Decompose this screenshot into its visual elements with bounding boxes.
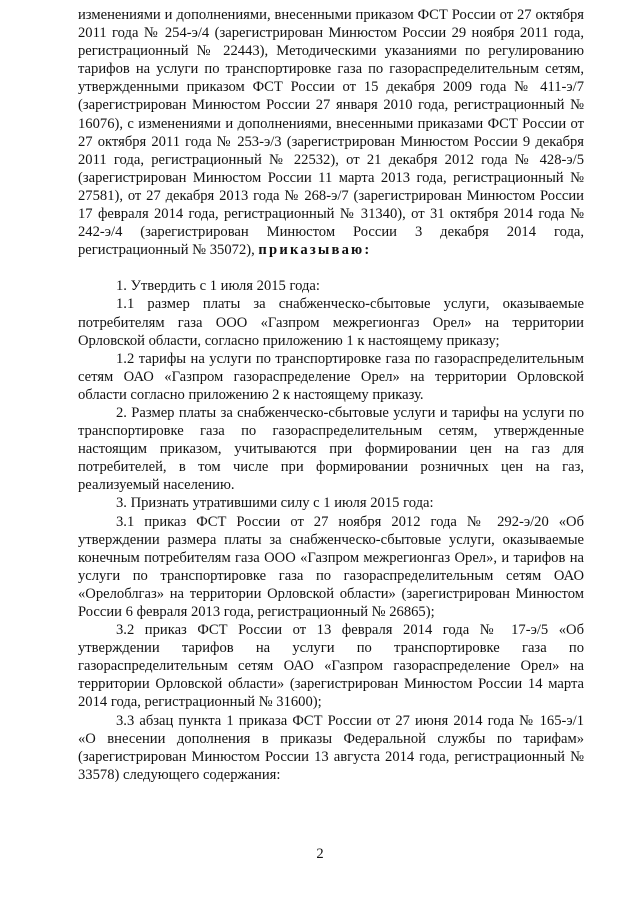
order-word: приказываю:	[258, 242, 372, 259]
document-body	[78, 6, 584, 784]
item-1-2: 1.2 тарифы на услуги по транспортировке газа по газораспределительным сетям ОАО «Газпром газораспределение Орел» на территории Орловской области согласно приложению 2 к настоящему приказу.	[78, 350, 584, 403]
item-1: 1. Утвердить с 1 июля 2015 года:	[116, 278, 320, 295]
item-3: 3. Признать утратившими силу с 1 июля 2015 года:	[116, 495, 434, 512]
paragraph-gap	[78, 259, 584, 277]
intro-paragraph	[78, 6, 584, 259]
item-3-2: 3.2 приказ ФСТ России от 13 февраля 2014 года № 17-э/5 «Об утверждении тарифов на услуги по транспортировке газа по газораспределительным сетям ОАО «Газпром газораспределение Орел» на территории Орловской области» (зарегистрирован Минюстом России 14 марта 2014 года, регистрационный № 31600);	[78, 622, 584, 711]
item-2: 2. Размер платы за снабженческо-сбытовые услуги и тарифы на услуги по транспортировке газа по газораспределительным сетям, утвержденные настоящим приказом, учитываются при формировании цен на газ для потребителей, в том числе при формировании розничных цен на газ, реализуемый населению.	[78, 404, 584, 494]
item-3-1: 3.1 приказ ФСТ России от 27 ноября 2012 года № 292-э/20 «Об утверждении размера платы за снабженческо-сбытовые услуги, оказываемые конечным потребителям газа ООО «Газпром межрегионгаз Орел», и тарифов на услуги по транспортировке газа по газораспределительным сетям ОАО «Орелоблгаз» на территории Орловской области» (зарегистрирован Минюстом России 6 февраля 2013 года, регистрационный № 26865);	[78, 513, 584, 620]
item-1-1: 1.1 размер платы за снабженческо-сбытовые услуги, оказываемые потребителям газа ООО «Газпром межрегионгаз Орел» на территории Орловской области, согласно приложению 1 к настоящему приказу;	[78, 296, 584, 349]
page-number: 2	[316, 846, 324, 862]
item-3-3: 3.3 абзац пункта 1 приказа ФСТ России от 27 июня 2014 года № 165-э/1 «О внесении дополнения в приказы Федеральной службы по тарифам» (зарегистрирован Минюстом России 13 августа 2014 года, регистрационный № 33578) следующего содержания:	[78, 712, 584, 783]
intro-text: изменениями и дополнениями, внесенными приказом ФСТ России от 27 октября 2011 года № 254-э/4 (зарегистрирован Минюстом России 29 ноября 2011 года, регистрационный № 22443), Методическими указаниями по регулированию тарифов на услуги по транспортировке газа по газораспределительным сетям, утвержденными приказом ФСТ России от 15 декабря 2009 года № 411-э/7 (зарегистрирован Минюстом России 27 января 2010 года, регистрационный № 16076), с изменениями и дополнениями, внесенными приказами ФСТ России от 27 октября 2011 года № 253-э/3 (зарегистрирован Минюстом России 9 декабря 2011 года, регистрационный № 22532), от 21 декабря 2012 года № 428-э/5 (зарегистрирован Минюстом России 11 марта 2013 года, регистрационный № 27581), от 27 декабря 2013 года № 268-э/7 (зарегистрирован Минюстом России 17 февраля 2014 года, регистрационный № 31340), от 31 октября 2014 года № 242-э/4 (зарегистрирован Минюстом России 3 декабря 2014 года, регистрационный № 35072),	[78, 7, 584, 259]
